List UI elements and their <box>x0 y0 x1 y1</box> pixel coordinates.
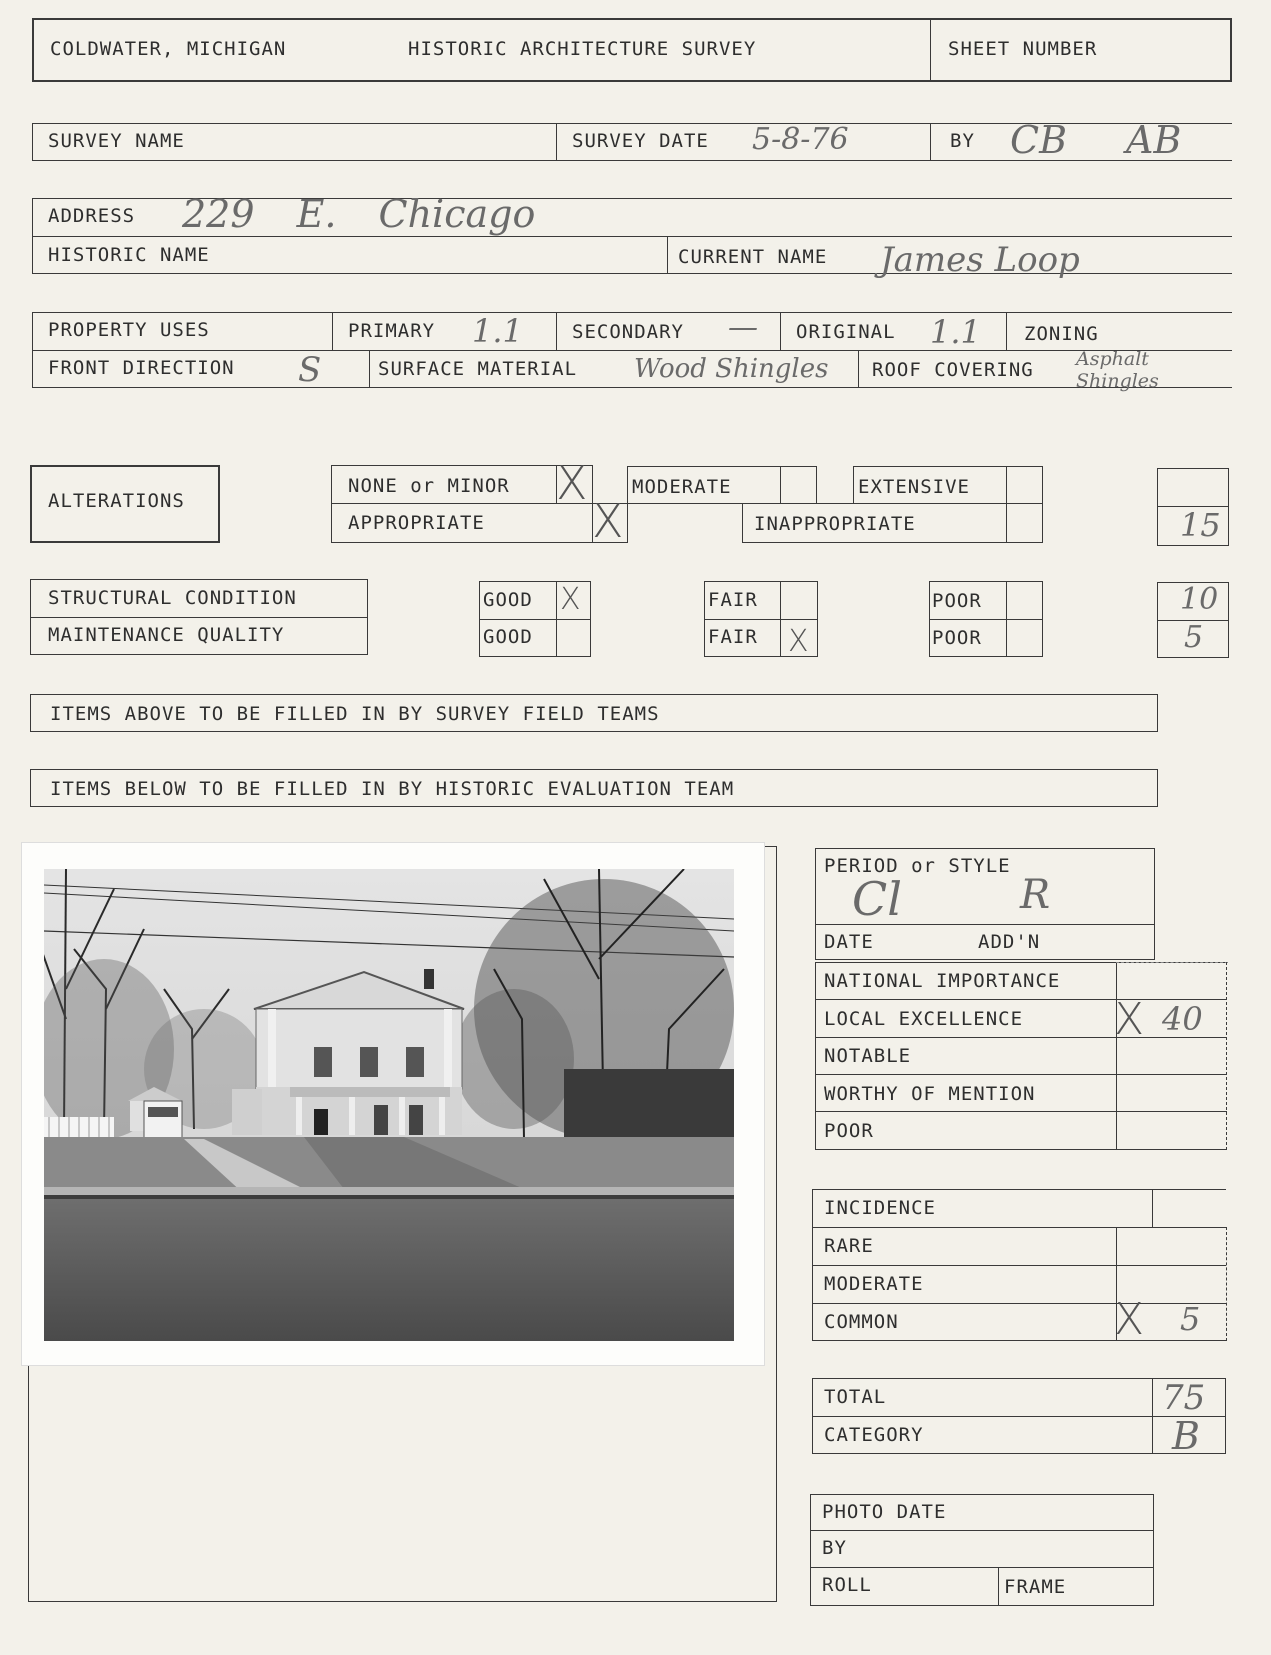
total-value: 75 <box>1162 1378 1206 1418</box>
common-mark: X <box>1114 1294 1145 1345</box>
extensive-label: EXTENSIVE <box>858 476 970 498</box>
maintenance-good-label: GOOD <box>483 626 533 648</box>
by-value-1: CB <box>1010 118 1067 162</box>
none-minor-label: NONE or MINOR <box>348 475 510 497</box>
historic-name-label: HISTORIC NAME <box>48 244 210 266</box>
survey-date-value: 5-8-76 <box>752 122 849 157</box>
by-value-2: AB <box>1126 118 1182 162</box>
secondary-value: — <box>728 310 758 345</box>
common-label: COMMON <box>824 1311 899 1333</box>
local-excellence-mark: X <box>1114 994 1145 1045</box>
frame-label: FRAME <box>1004 1576 1067 1598</box>
front-direction-label: FRONT DIRECTION <box>48 357 235 379</box>
photo-by-label: BY <box>822 1537 847 1559</box>
incidence-moderate-label: MODERATE <box>824 1273 924 1295</box>
inappropriate-label: INAPPROPRIATE <box>754 513 916 535</box>
roof-covering-label: ROOF COVERING <box>872 359 1034 381</box>
structural-good-mark: X <box>560 582 581 617</box>
maintenance-poor-label: POOR <box>932 627 982 649</box>
period-value-2: R <box>1020 872 1051 918</box>
by-label: BY <box>950 130 975 152</box>
property-uses-label: PROPERTY USES <box>48 319 210 341</box>
photo-print <box>22 843 764 1365</box>
structural-condition-label: STRUCTURAL CONDITION <box>48 587 297 609</box>
roof-covering-value-2: Shingles <box>1076 370 1159 392</box>
address-value: 229 E. Chicago <box>182 192 536 236</box>
maintenance-fair-label: FAIR <box>708 626 758 648</box>
surface-material-value: Wood Shingles <box>634 354 829 384</box>
appropriate-label: APPROPRIATE <box>348 512 485 534</box>
city-label: COLDWATER, MICHIGAN <box>50 38 287 60</box>
surface-material-label: SURFACE MATERIAL <box>378 358 578 380</box>
total-label: TOTAL <box>824 1386 887 1408</box>
evaluation-team-text: ITEMS BELOW TO BE FILLED IN BY HISTORIC EVALUATION TEAM <box>50 778 735 800</box>
structural-score: 10 <box>1180 582 1219 617</box>
date-label: DATE <box>824 931 874 953</box>
structural-fair-label: FAIR <box>708 589 758 611</box>
local-excellence-score: 40 <box>1162 1000 1203 1038</box>
primary-label: PRIMARY <box>348 320 436 342</box>
survey-date-label: SURVEY DATE <box>572 130 709 152</box>
address-label: ADDRESS <box>48 205 136 227</box>
notable-label: NOTABLE <box>824 1045 912 1067</box>
period-value-1: Cl <box>852 872 902 926</box>
survey-title: HISTORIC ARCHITECTURE SURVEY <box>408 38 757 60</box>
worthy-of-mention-label: WORTHY OF MENTION <box>824 1083 1036 1105</box>
structural-good-label: GOOD <box>483 589 533 611</box>
period-style-label: PERIOD or STYLE <box>824 855 1011 877</box>
national-importance-label: NATIONAL IMPORTANCE <box>824 970 1061 992</box>
incidence-label: INCIDENCE <box>824 1197 936 1219</box>
alterations-score: 15 <box>1180 506 1221 544</box>
roof-covering-value-1: Asphalt <box>1076 348 1149 370</box>
front-direction-value: S <box>298 350 322 390</box>
appropriate-mark: X <box>592 494 624 548</box>
category-value: B <box>1172 1414 1200 1458</box>
maintenance-fair-mark: X <box>788 624 809 659</box>
field-teams-text: ITEMS ABOVE TO BE FILLED IN BY SURVEY FIELD TEAMS <box>50 703 660 725</box>
survey-name-label: SURVEY NAME <box>48 130 185 152</box>
local-excellence-label: LOCAL EXCELLENCE <box>824 1008 1024 1030</box>
photo-date-label: PHOTO DATE <box>822 1501 947 1523</box>
current-name-label: CURRENT NAME <box>678 246 828 268</box>
roll-label: ROLL <box>822 1574 872 1596</box>
maintenance-score: 5 <box>1184 620 1204 655</box>
current-name-value: James Loop <box>880 240 1080 280</box>
sheet-number-label: SHEET NUMBER <box>948 38 1098 60</box>
addn-label: ADD'N <box>978 931 1041 953</box>
original-value: 1.1 <box>930 313 981 351</box>
none-minor-mark: X <box>556 456 588 510</box>
category-label: CATEGORY <box>824 1424 924 1446</box>
original-label: ORIGINAL <box>796 321 896 343</box>
structural-poor-label: POOR <box>932 590 982 612</box>
primary-value: 1.1 <box>472 312 523 350</box>
maintenance-quality-label: MAINTENANCE QUALITY <box>48 624 285 646</box>
secondary-label: SECONDARY <box>572 321 684 343</box>
alterations-label: ALTERATIONS <box>48 490 185 512</box>
zoning-label: ZONING <box>1024 323 1099 345</box>
moderate-label: MODERATE <box>632 476 732 498</box>
rare-label: RARE <box>824 1235 874 1257</box>
poor-label: POOR <box>824 1120 874 1142</box>
common-score: 5 <box>1180 1300 1201 1338</box>
house-photo <box>44 869 734 1341</box>
